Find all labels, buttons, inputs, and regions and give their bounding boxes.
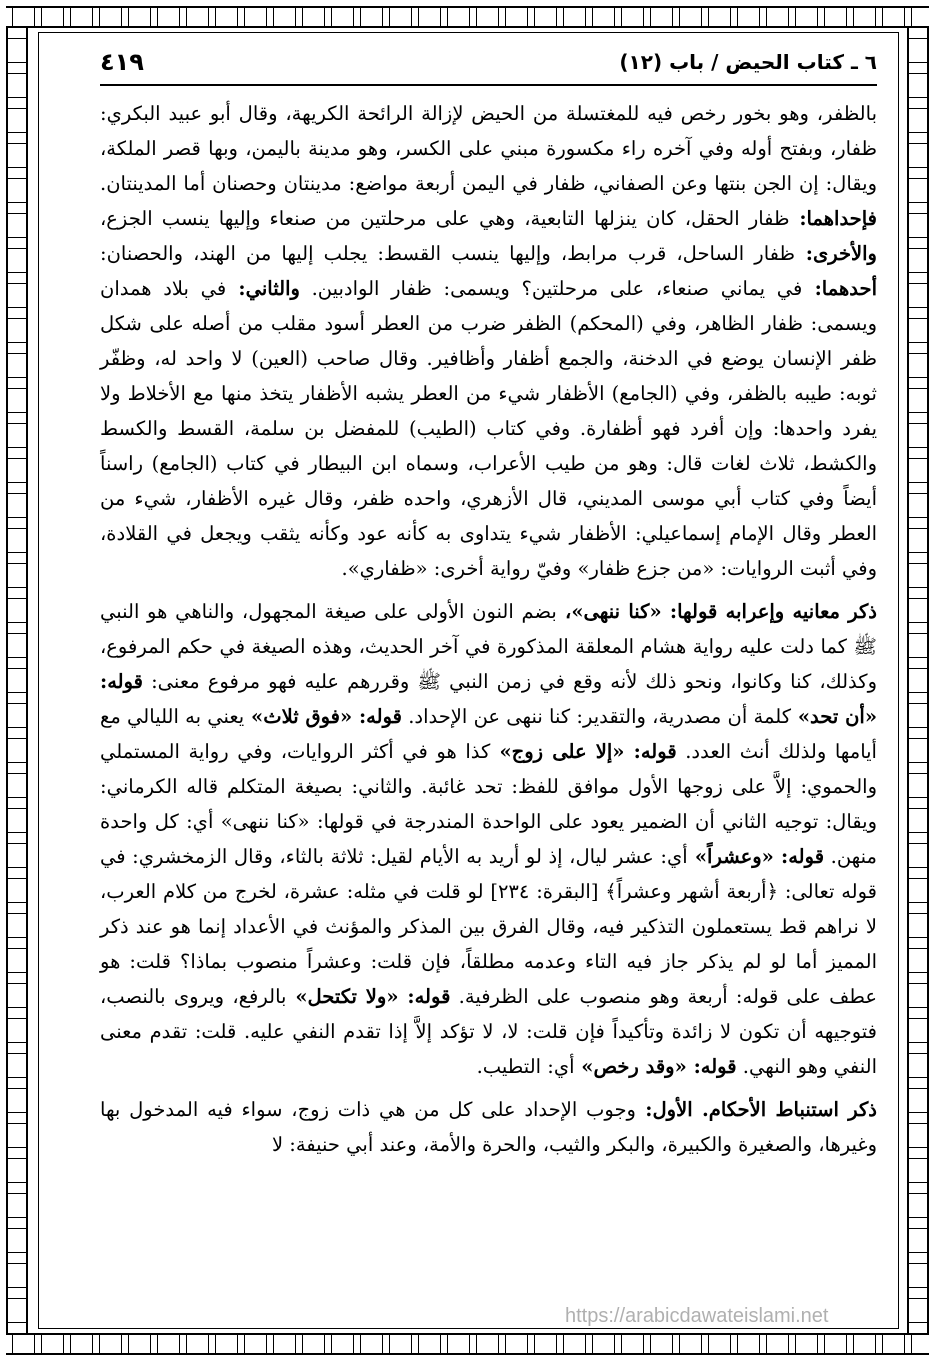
bold-phrase: أحدهما: (802, 277, 877, 300)
text-run: يعني به الليالي مع أيامها ولذلك أنث العدد. (100, 705, 877, 763)
decorative-border-left (6, 28, 28, 1333)
watermark: https://arabicdawateislami.net (565, 1305, 829, 1327)
bold-phrase: ذكر استنباط الأحكام. الأول: (635, 1098, 877, 1121)
text-run: أي: التطيب. (476, 1055, 575, 1078)
paragraph (100, 1092, 877, 1162)
page-header (100, 44, 877, 80)
bold-phrase: قوله: «وعشراً» (687, 845, 825, 868)
text-run: ظفار الساحل، قرب مرابط، وإليها ينسب القسط: يجلب إليها من الهند، والحصنان: (100, 242, 796, 265)
bold-phrase: فإحداهما: (789, 207, 877, 230)
text-run: بالظفر، وهو بخور رخص فيه للمغتسلة من الحيض لإزالة الرائحة الكريهة، وقال أبو عبيد البكري: ظفار، وبفتح أوله وفي آخره راء مكسورة مبني على الكسر، وهو مدينة باليمن، وبها قصر الملكة، ويقال: إن الجن بنتها وعن الصفاني، ظفار في اليمن أربعة مواضع: مدينتان وحصنان أما المدينتان. (100, 102, 877, 195)
running-title: ٦ ـ كتاب الحيض / باب (١٢) (619, 50, 877, 74)
text-run: كذا هو في أكثر الروايات، وفي رواية المستملي والحموي: إلاَّ على زوجها الأول موافق للفظ: تحد غائبة. والثاني: بصيغة المتكلم قاله الكرماني: ويقال: توجيه الثاني أن الضمير يعود على الواحدة المندرجة في قولها: «كنا ننهى» أي: كل واحدة منهن. (100, 740, 877, 868)
decorative-border-top (6, 6, 929, 28)
paragraph (100, 96, 877, 586)
bold-phrase: والأخرى: (795, 242, 877, 265)
text-run: في يماني صنعاء، على مرحلتين؟ ويسمى: ظفار الوادبين. (299, 277, 803, 300)
bold-phrase: قوله: «ولا تكتحل» (286, 985, 451, 1008)
text-run: بالرفع، ويروى بالنصب، فتوجيهه أن تكون لا زائدة وتأكيداً فإن قلت: لا، لا تؤكد إلاَّ إذا تقدم النفي عليه. قلت: تقدم معنى النفي وهو النهي. (100, 985, 877, 1078)
bold-phrase: والثاني: (226, 277, 300, 300)
bold-phrase: ذكر معانيه وإعرابه قولها: «كنا ننهى»، (556, 600, 877, 623)
decorative-border-right (907, 28, 929, 1333)
text-run: أي: عشر ليال، إذ لو أريد به الأيام لقيل: ثلاثة بالثاء، وقال الزمخشري: في قوله تعالى: ﴿أربعة أشهر وعشراً﴾ [البقرة: ٢٣٤] لو قلت في مثله: عشرة، لخرج من كلام العرب، لا نراهم قط يستعملون التذكير فيه، وقال الفرق بين المذكر والمؤنث في الأعداد إنما هو عند ذكر المميز أما لو لم يذكر جاز فيه التاء وعدمه مطلقاً، فإن قلت: وعشراً منصوب بماذا؟ قلت: هو عطف على قوله: أربعة وهو منصوب على الظرفية. (100, 845, 877, 1008)
text-run: بضم النون الأولى على صيغة المجهول، والناهي هو النبي ﷺ كما دلت عليه رواية هشام المعلقة المذكورة في آخر الحديث، وهذه الصيغة في حكم المرفوع، وكذلك، كنا وكانوا، ونحو ذلك لأنه وقع في زمن النبي ﷺ وقررهم عليه فهو مرفوع معنى: (100, 600, 877, 693)
text-run: وجوب الإحداد على كل من هي ذات زوج، سواء فيه المدخول بها وغيرها، والصغيرة والكبيرة، والبكر والثيب، والحرة والأمة، وعند أبي حنيفة: لا (100, 1098, 877, 1156)
body-text (100, 96, 877, 1299)
decorative-border-bottom (6, 1333, 929, 1355)
bold-phrase: قوله: «وقد رخص» (574, 1055, 737, 1078)
text-run: كلمة أن مصدرية، والتقدير: كنا ننهى عن الإحداد. (401, 705, 791, 728)
text-run: في بلاد همدان ويسمى: ظفار الظاهر، وفي (المحكم) الظفر ضرب من العطر أسود مقلب من أصله على شكل ظفر الإنسان يوضع في الدخنة، والجمع أظفار وأظافير. وقال صاحب (العين) لا واحد له، وظفّر ثوبه: طيبه بالظفر، وفي (الجامع) الأظفار شيء من العطر يشبه الأظفار يتخذ منها مع الأخلاط ولا يفرد واحدها: وإن أفرد فهو أظفارة. وفي كتاب (الطيب) للمفضل بن سلمة، القسط والكسط والكشط، ثلاث لغات قال: وهو من طيب الأعراب، وسماه ابن البيطار في كتاب (الجامع) راسناً أيضاً وفي كتاب أبي موسى المديني، قال الأزهري، واحده ظفر، وقال غيره الأظفار، شيء من العطر وقال الإمام إسماعيلي: الأظفار شيء يتداوى به كأنه عود وكأنه يثقب ويجعل في القلادة، وفي أثبت الروايات: «من جزع ظفار» وفيّ رواية أخرى: «ظفاري». (100, 277, 877, 580)
paragraph (100, 594, 877, 1084)
text-run: ظفار الحقل، كان ينزلها التابعية، وهي على مرحلتين من صنعاء وإليها ينسب الجزع، (100, 207, 790, 230)
bold-phrase: قوله: «أن تحد» (100, 670, 878, 728)
header-rule (100, 84, 877, 86)
bold-phrase: قوله: «إلا على زوج» (490, 740, 677, 763)
page-number: ٤١٩ (100, 48, 144, 76)
bold-phrase: قوله: «فوق ثلاث» (244, 705, 402, 728)
